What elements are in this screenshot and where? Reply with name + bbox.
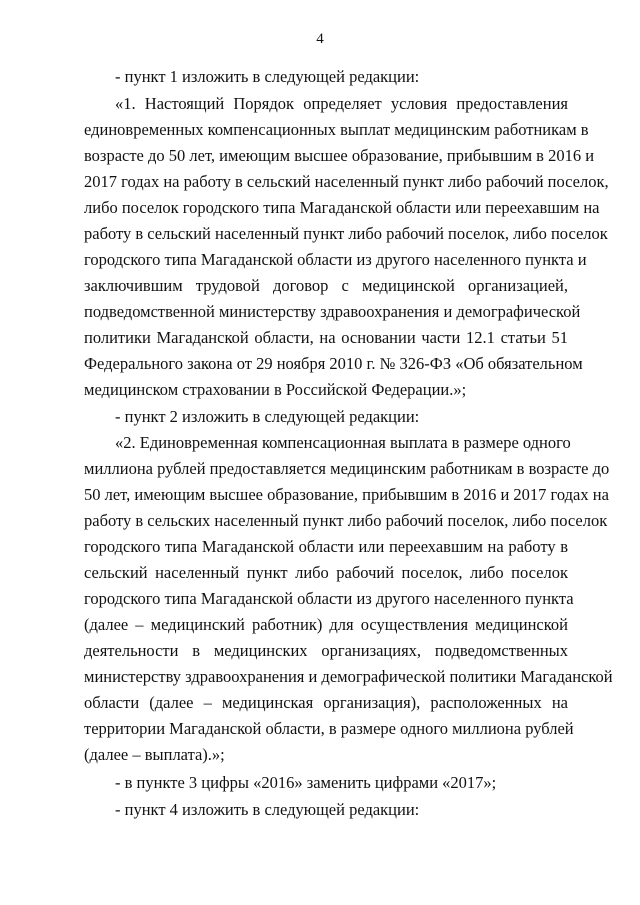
text-line: Федерального закона от 29 ноября 2010 г. № 326-ФЗ «Об обязательном [84,354,583,373]
text-line: министерству здравоохранения и демографической политики Магаданской [84,667,613,686]
text-line: - пункт 1 изложить в следующей редакции: [115,67,420,86]
text-line: городского типа Магаданской области или переехавшим на работу в [84,537,568,556]
text-line: сельский населенный пункт либо рабочий поселок, либо поселок [84,563,568,582]
text-line: медицинском страховании в Российской Федерации.»; [84,380,467,399]
text-line: подведомственной министерству здравоохранения и демографической [84,302,581,321]
text-line: работу в сельских населенный пункт либо рабочий поселок, либо поселок [84,511,608,530]
text-line: либо поселок городского типа Магаданской области или переехавшим на [84,198,600,217]
text-line: - в пункте 3 цифры «2016» заменить цифрами «2017»; [115,773,497,792]
text-line: (далее – выплата).»; [84,745,225,764]
text-line: (далее – медицинский работник) для осуществления медицинской [84,615,568,634]
text-line: миллиона рублей предоставляется медицинским работникам в возрасте до [84,459,610,478]
page-number: 4 [316,31,324,47]
text-line: деятельности в медицинских организациях, подведомственных [84,641,568,660]
text-line: «2. Единовременная компенсационная выплата в размере одного [115,433,571,452]
text-line: городского типа Магаданской области из другого населенного пункта и [84,250,587,269]
text-line: - пункт 2 изложить в следующей редакции: [115,407,420,426]
text-line: 50 лет, имеющим высшее образование, прибывшим в 2016 и 2017 годах на [84,485,609,504]
text-line: возрасте до 50 лет, имеющим высшее образование, прибывшим в 2016 и [84,146,595,165]
text-line: заключившим трудовой договор с медицинской организацией, [84,276,568,295]
text-line: территории Магаданской области, в размере одного миллиона рублей [84,719,574,738]
text-line: «1. Настоящий Порядок определяет условия предоставления [115,94,568,113]
text-line: работу в сельский населенный пункт либо рабочий поселок, либо поселок [84,224,608,243]
text-line: единовременных компенсационных выплат медицинским работникам в [84,120,589,139]
text-line: политики Магаданской области, на основании части 12.1 статьи 51 [84,328,568,347]
text-line: городского типа Магаданской области из другого населенного пункта [84,589,574,608]
text-line: - пункт 4 изложить в следующей редакции: [115,800,420,819]
text-line: области (далее – медицинская организация), расположенных на [84,693,568,712]
text-line: 2017 годах на работу в сельский населенный пункт либо рабочий поселок, [84,172,609,191]
